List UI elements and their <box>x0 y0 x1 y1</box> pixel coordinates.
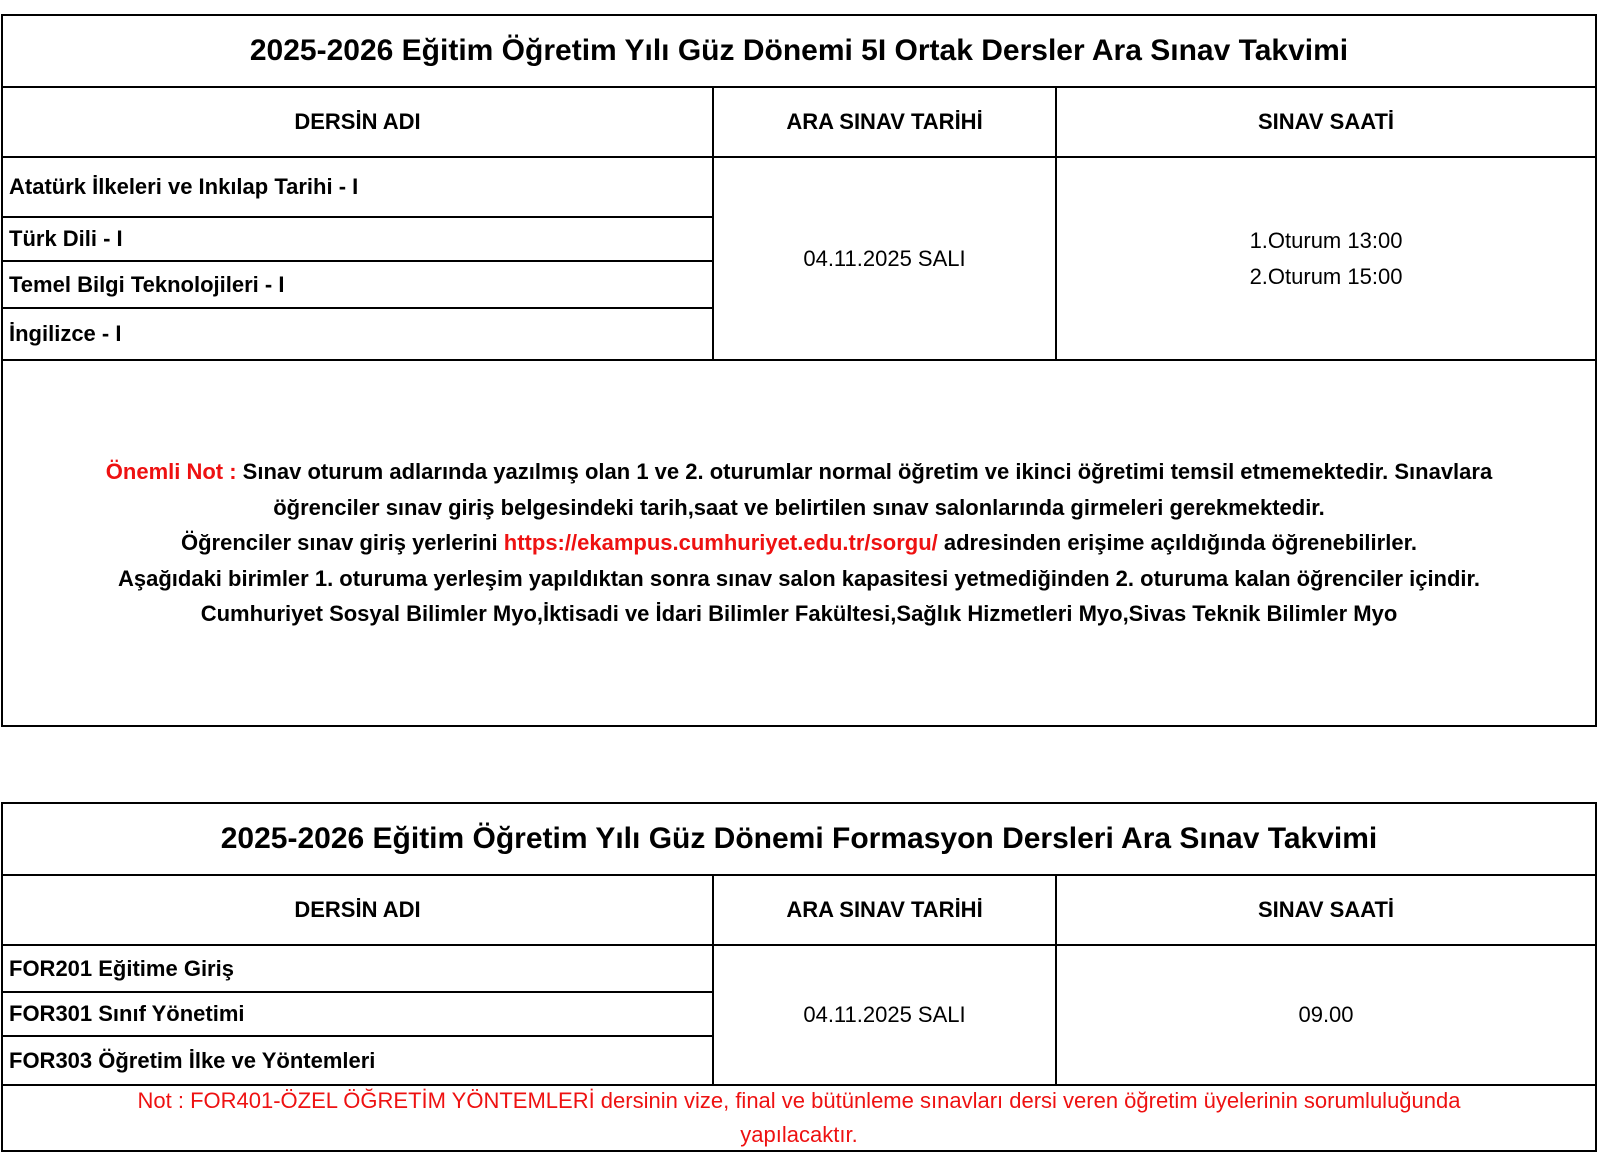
exam-table-common-courses <box>1 14 1597 727</box>
exam-time-cell <box>1055 158 1595 359</box>
exam-time: 09.00 <box>1298 1002 1354 1027</box>
note-line-1: Not : FOR401-ÖZEL ÖĞRETİM YÖNTEMLERİ dersinin vize, final ve bütünleme sınavları dersi veren öğretim üyelerinin sorumluluğunda <box>137 1088 1461 1113</box>
course-row: Temel Bilgi Teknolojileri - I <box>3 262 712 309</box>
exam-table-formation-courses <box>1 802 1597 1152</box>
note-line-1-text: Sınav oturum adlarında yazılmış olan 1 ve 2. oturumlar normal öğretim ve ikinci öğretimi temsil etmemektedir. Sınavlara <box>236 459 1493 485</box>
course-row: FOR201 Eğitime Giriş <box>3 946 712 993</box>
note-line-3-before: Öğrenciler sınav giriş yerlerini <box>180 530 504 556</box>
exam-date-cell <box>712 946 1055 1084</box>
session-2-time: 2.Oturum 15:00 <box>1249 263 1403 289</box>
schedule-grid <box>3 88 1595 359</box>
exam-date: 04.11.2025 SALI <box>803 1002 966 1027</box>
note-line-1 <box>106 454 1492 490</box>
course-row: Atatürk İlkeleri ve Inkılap Tarihi - I <box>3 158 712 218</box>
exam-date: 04.11.2025 SALI <box>803 245 966 271</box>
course-list <box>3 946 712 1084</box>
header-exam-time: SINAV SAATİ <box>1055 876 1595 946</box>
header-exam-date: ARA SINAV TARİHİ <box>712 876 1055 946</box>
important-note <box>3 359 1595 725</box>
ekampus-link[interactable]: https://ekampus.cumhuriyet.edu.tr/sorgu/ <box>503 530 938 556</box>
course-list <box>3 158 712 359</box>
exam-time-cell <box>1055 946 1595 1084</box>
course-row: Türk Dili - I <box>3 218 712 262</box>
schedule-grid <box>3 876 1595 1084</box>
course-row: İngilizce - I <box>9 321 122 346</box>
note-line-3-after: adresinden erişime açıldığında öğrenebilirler. <box>937 530 1418 556</box>
session-1-time: 1.Oturum 13:00 <box>1249 227 1403 253</box>
note-line-3 <box>181 525 1417 561</box>
note-label: Önemli Not : <box>105 459 237 485</box>
course-row: FOR303 Öğretim İlke ve Yöntemleri <box>9 1047 376 1073</box>
formation-note <box>3 1084 1595 1150</box>
exam-date-cell <box>712 158 1055 359</box>
note-line-4: Aşağıdaki birimler 1. oturuma yerleşim yapıldıktan sonra sınav salon kapasitesi yetmediğinden 2. oturuma kalan öğrenciler içindir. <box>117 565 1481 591</box>
header-course-name: DERSİN ADI <box>3 88 712 158</box>
note-line-2: öğrenciler sınav giriş belgesindeki tarih,saat ve belirtilen sınav salonlarında girmeleri gerekmektedir. <box>273 494 1325 520</box>
header-course-name: DERSİN ADI <box>3 876 712 946</box>
course-row: FOR301 Sınıf Yönetimi <box>3 993 712 1037</box>
table-title: 2025-2026 Eğitim Öğretim Yılı Güz Dönemi Formasyon Dersleri Ara Sınav Takvimi <box>3 804 1595 876</box>
note-line-2: yapılacaktır. <box>740 1122 858 1147</box>
note-line-5: Cumhuriyet Sosyal Bilimler Myo,İktisadi ve İdari Bilimler Fakültesi,Sağlık Hizmetleri Myo,Sivas Teknik Bilimler Myo <box>200 601 1398 627</box>
table-title: 2025-2026 Eğitim Öğretim Yılı Güz Dönemi 5I Ortak Dersler Ara Sınav Takvimi <box>3 16 1595 88</box>
header-exam-date: ARA SINAV TARİHİ <box>712 88 1055 158</box>
header-exam-time: SINAV SAATİ <box>1055 88 1595 158</box>
